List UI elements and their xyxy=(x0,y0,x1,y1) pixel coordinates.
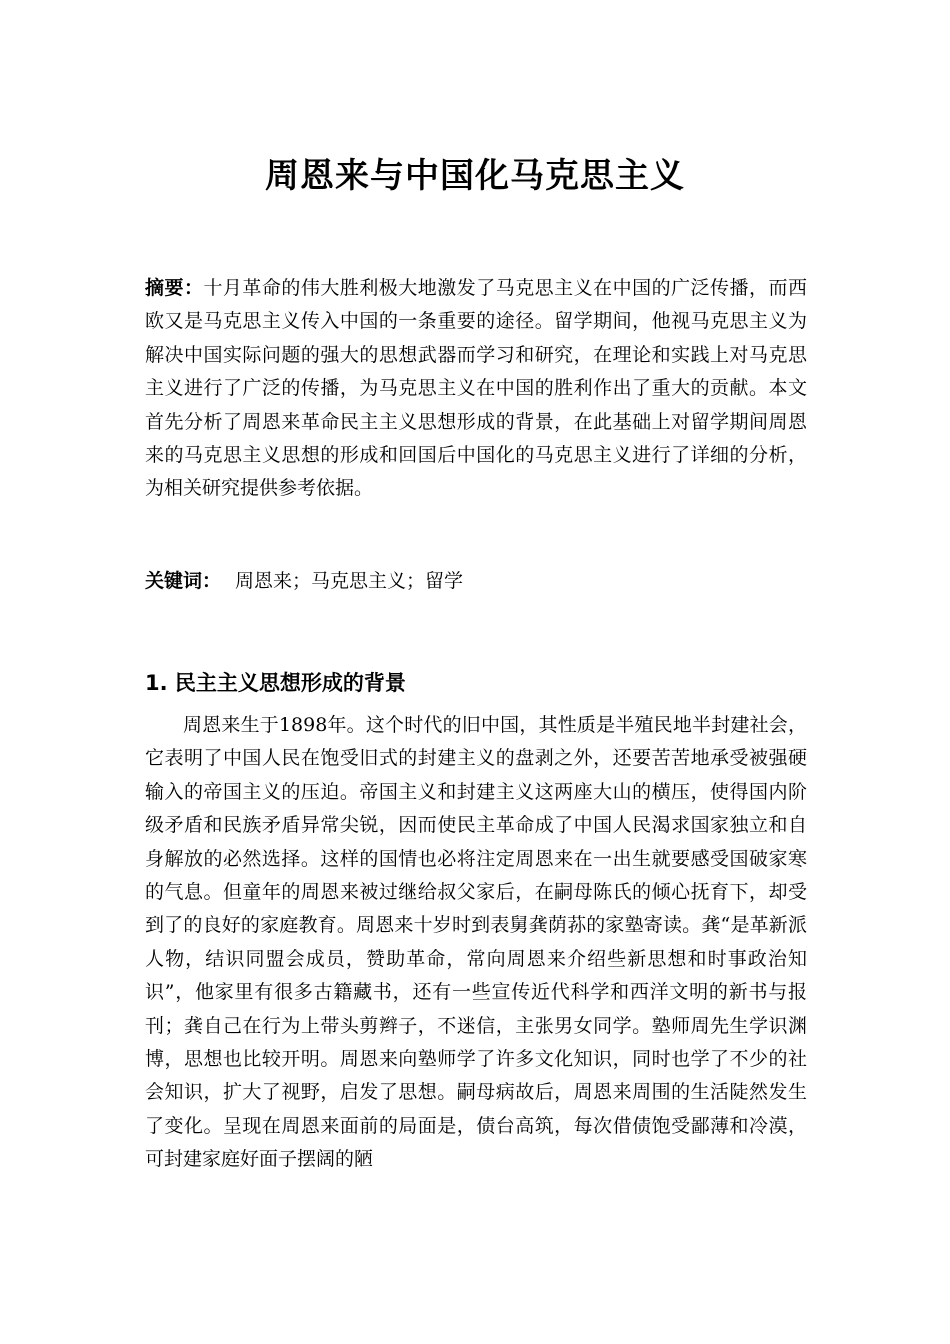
abstract-text: 十月革命的伟大胜利极大地激发了马克思主义在中国的广泛传播，而西欧又是马克思主义传入中国的一条重要的途径。留学期间，他视马克思主义为解决中国实际问题的强大的思想武器而学习和研究，在理论和实践上对马克思主义进行了广泛的传播，为马克思主义在中国的胜利作出了重大的贡献。本文首先分析了周恩来革命民主主义思想形成的背景，在此基础上对留学期间周恩来的马克思主义思想的形成和回国后中国化的马克思主义进行了详细的分析，为相关研究提供参考依据。 xyxy=(145,277,807,500)
section-heading: 1. 民主主义思想形成的背景 xyxy=(145,671,406,695)
document-title: 周恩来与中国化马克思主义 xyxy=(265,156,685,196)
keywords-label: 关键词： xyxy=(145,570,222,592)
keywords-text: 周恩来；马克思主义；留学 xyxy=(235,570,464,592)
abstract-block xyxy=(145,272,807,506)
section-paragraph: 周恩来生于1898年。这个时代的旧中国，其性质是半殖民地半封建社会，它表明了中国人民在饱受旧式的封建主义的盘剥之外，还要苦苦地承受被强硬输入的帝国主义的压迫。帝国主义和封建主义这两座大山的横压，使得国内阶级矛盾和民族矛盾异常尖锐，因而使民主革命成了中国人民渴求国家独立和自身解放的必然选择。这样的国情也必将注定周恩来在一出生就要感受国破家寒的气息。但童年的周恩来被过继给叔父家后，在嗣母陈氏的倾心抚育下，却受到了的良好的家庭教育。周恩来十岁时到表舅龚荫荪的家塾寄读。龚“是革新派人物，结识同盟会成员，赞助革命，常向周恩来介绍些新思想和时事政治知识”，他家里有很多古籍藏书，还有一些宣传近代科学和西洋文明的新书与报刊；龚自己在行为上带头剪辫子，不迷信，主张男女同学。塾师周先生学识渊博，思想也比较开明。周恩来向塾师学了许多文化知识，同时也学了不少的社会知识，扩大了视野，启发了思想。嗣母病故后，周恩来周围的生活陡然发生了变化。呈现在周恩来面前的局面是，债台高筑，每次借债饱受鄙薄和冷漠，可封建家庭好面子摆阔的陋 xyxy=(145,714,807,1171)
abstract-label: 摘要： xyxy=(145,277,204,299)
keywords-block xyxy=(145,565,807,598)
